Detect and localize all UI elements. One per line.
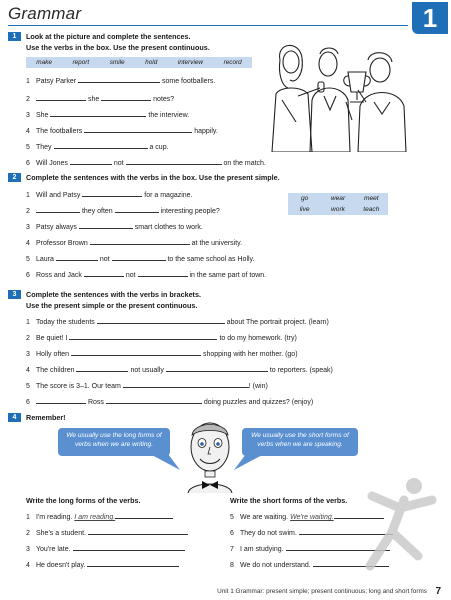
page-title: Grammar — [8, 4, 82, 23]
title-rule — [8, 25, 408, 26]
exercise-1-verb-box — [26, 57, 252, 68]
exercise-3-instruction-1: Complete the sentences with the verbs in brackets. — [26, 290, 201, 299]
speech-bubble-left: We usually use the long forms of verbs when we are writing. — [58, 428, 170, 456]
exercise-1-item: 5 They a cup. — [26, 141, 169, 151]
exercise-4-title: Remember! — [26, 413, 66, 422]
exercise-3-item: 4 The children not usually to reporters. (speak) — [26, 364, 333, 374]
exercise-3-instruction-2: Use the present simple or the present continuous. — [26, 301, 198, 310]
verb-word: meet — [363, 195, 379, 202]
verb-word: go — [300, 195, 309, 202]
exercise-1-instruction-1: Look at the picture and complete the sentences. — [26, 32, 191, 41]
exercise-3-item: 3 Holly often shopping with her mother. (go) — [26, 348, 298, 358]
exercise-3-item: 1 Today the students about The portrait project. (learn) — [26, 316, 329, 326]
verb-word: make — [36, 59, 52, 66]
verb-word: work — [331, 206, 345, 213]
verb-word: wear — [330, 195, 346, 202]
example-answer: I am reading. — [74, 514, 116, 521]
exercise-1-item: 1 Patsy Parker some footballers. — [26, 75, 215, 85]
long-form-item: 3 You're late. — [26, 543, 185, 553]
exercise-3-number: 3 — [8, 290, 21, 299]
short-form-item: 7 I am studying. — [230, 543, 390, 553]
long-form-item: 4 He doesn't play. — [26, 559, 179, 569]
exercise-1-item: 6 Will Jones not on the match. — [26, 157, 266, 167]
verb-word: hold — [145, 59, 158, 66]
long-forms-heading: Write the long forms of the verbs. — [26, 496, 141, 505]
exercise-2-instruction: Complete the sentences with the verbs in the box. Use the present simple. — [26, 173, 280, 182]
example-answer: We're waiting. — [290, 514, 334, 521]
short-form-item: 6 They do not swim. — [230, 527, 393, 537]
exercise-2-item: 3 Patsy always smart clothes to work. — [26, 221, 203, 231]
exercise-1-number: 1 — [8, 32, 21, 41]
verb-word: record — [223, 59, 242, 66]
verb-word: teach — [363, 206, 380, 213]
exercise-3-item: 2 Be quiet! I to do my homework. (try) — [26, 332, 297, 342]
long-form-item: 1 I'm reading. I am reading. — [26, 511, 173, 521]
exercise-1-instruction-2: Use the verbs in the box. Use the present continuous. — [26, 43, 210, 52]
verb-word: live — [299, 206, 310, 213]
exercise-3-item: 6 Ross doing puzzles and quizzes? (enjoy) — [26, 396, 313, 406]
exercise-2-item: 5 Laura not to the same school as Holly. — [26, 253, 254, 263]
cartoon-man-illustration — [180, 417, 240, 493]
short-form-item: 8 We do not understand. — [230, 559, 389, 569]
long-form-item: 2 She's a student. — [26, 527, 188, 537]
exercise-3-item: 5 The score is 3–1. Our team ! (win) — [26, 380, 268, 390]
exercise-1-item: 2 she notes? — [26, 93, 174, 103]
exercise-4-number: 4 — [8, 413, 21, 422]
verb-word: smile — [109, 59, 125, 66]
short-forms-heading: Write the short forms of the verbs. — [230, 496, 348, 505]
exercise-2-item: 1 Will and Patsy for a magazine. — [26, 189, 193, 199]
page-number: 7 — [435, 586, 441, 597]
speech-bubble-right: We usually use the short forms of verbs when we are speaking. — [242, 428, 358, 456]
reporters-footballers-illustration — [262, 30, 414, 152]
exercise-2-verb-box — [288, 193, 388, 215]
exercise-2-item: 6 Ross and Jack not in the same part of town. — [26, 269, 266, 279]
footer-text: Unit 1 Grammar: present simple; present continuous; long and short forms — [217, 588, 427, 595]
watermark-figure — [352, 470, 448, 580]
exercise-2-item: 4 Professor Brown at the university. — [26, 237, 242, 247]
exercise-2-number: 2 — [8, 173, 21, 182]
verb-word: report — [72, 59, 90, 66]
unit-badge: 1 — [412, 2, 448, 34]
speech-bubble-left-tail — [150, 454, 180, 470]
exercise-1-item: 4 The footballers happily. — [26, 125, 218, 135]
exercise-2-item: 2 they often interesting people? — [26, 205, 220, 215]
short-form-item: 5 We are waiting. We're waiting. — [230, 511, 384, 521]
verb-word: interview — [177, 59, 204, 66]
exercise-1-item: 3 She the interview. — [26, 109, 189, 119]
